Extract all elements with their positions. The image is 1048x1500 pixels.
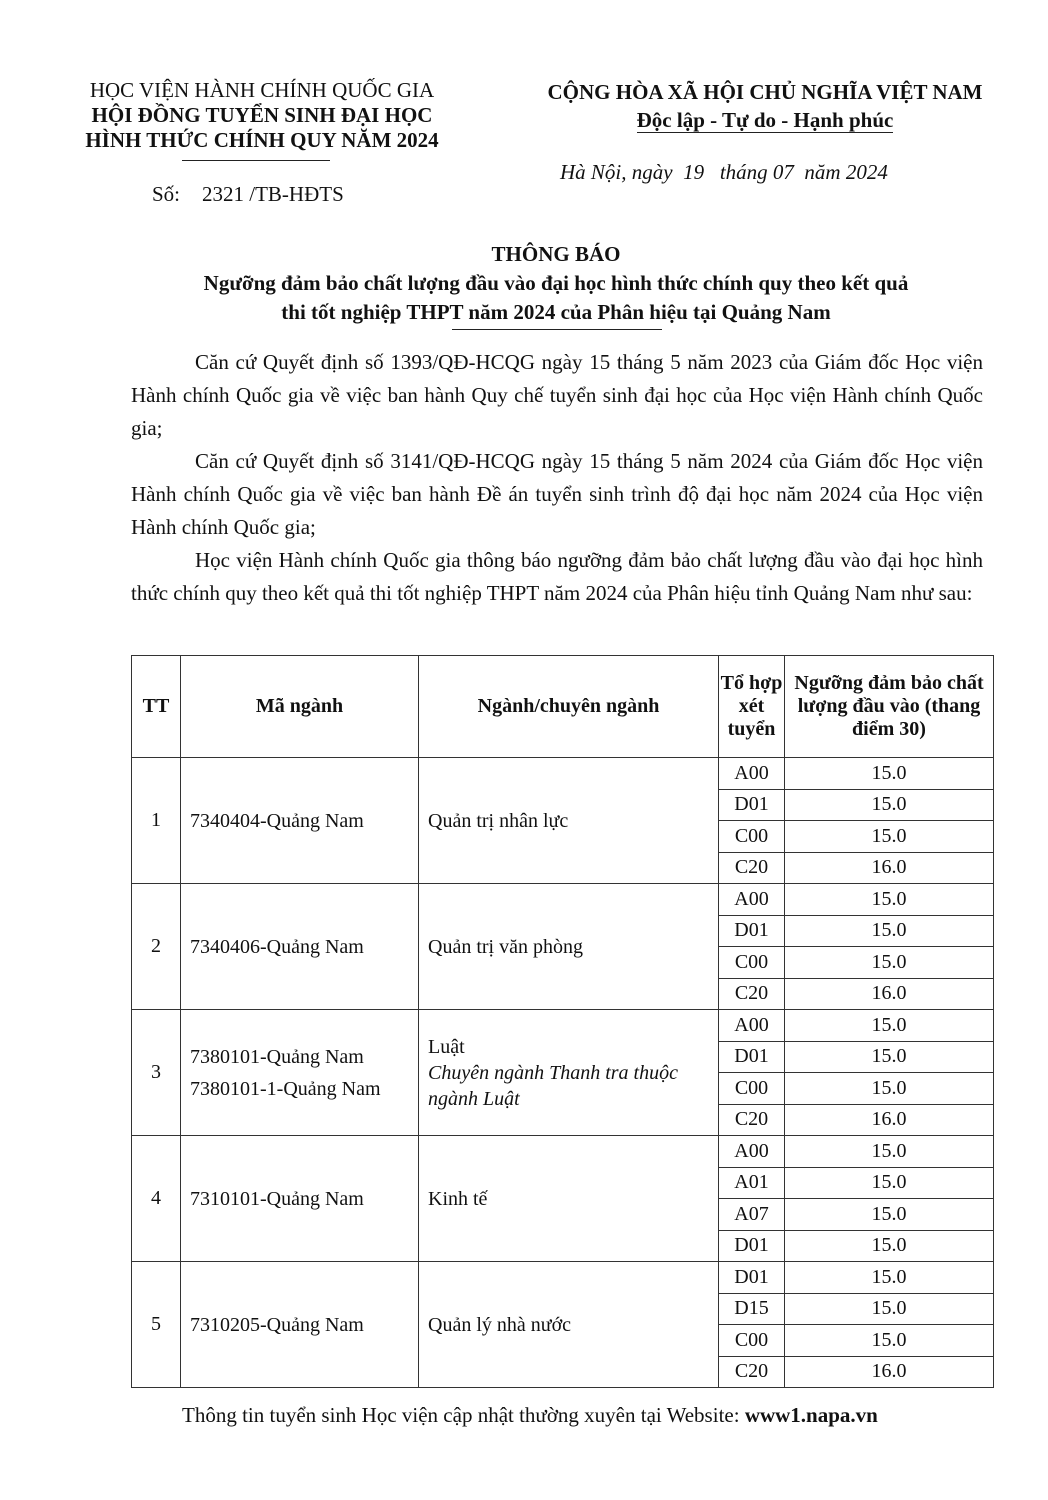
document-number-label: Số:	[152, 182, 181, 206]
document-number	[152, 182, 344, 207]
table-header-row	[132, 656, 994, 758]
major-cell	[419, 1010, 719, 1136]
footer-note	[182, 1403, 878, 1428]
major-cell	[419, 884, 719, 1010]
dateline-day: 19	[683, 160, 705, 184]
subject-combination: A00	[719, 884, 785, 916]
paragraph-text: Học viện Hành chính Quốc gia thông báo ngưỡng đảm bảo chất lượng đầu vào đại học hình thức chính quy theo kết quả thi tốt nghiệp THPT năm 2024 của Phân hiệu tỉnh Quảng Nam như sau:	[131, 548, 983, 605]
subject-combination: D01	[719, 789, 785, 821]
national-motto: Độc lập - Tự do - Hạnh phúc	[636, 108, 894, 132]
dateline-month-label: tháng	[719, 160, 768, 184]
row-number: 4	[132, 1136, 181, 1262]
major-code-cell	[181, 1136, 419, 1262]
subject-combination: C00	[719, 821, 785, 853]
major-cell	[419, 1136, 719, 1262]
major-code: 7340406-Quảng Nam	[190, 935, 364, 958]
title-underline	[452, 329, 662, 330]
subject-combination: C20	[719, 978, 785, 1010]
threshold-score: 15.0	[785, 884, 994, 916]
major-cell	[419, 1262, 719, 1388]
paragraph-text: Căn cứ Quyết định số 1393/QĐ-HCQG ngày 15 tháng 5 năm 2023 của Giám đốc Học viện Hành chính Quốc gia về việc ban hành Quy chế tuyển sinh đại học của Học viện Hành chính Quốc gia;	[131, 350, 983, 440]
threshold-table	[131, 655, 994, 1388]
header-left-underline	[182, 160, 330, 161]
table-row	[132, 884, 994, 916]
title-heading: THÔNG BÁO	[491, 242, 621, 266]
major-code-cell	[181, 1010, 419, 1136]
paragraph-announcement	[131, 544, 983, 610]
paragraph-legal-basis-1	[131, 346, 983, 445]
dateline-year: năm 2024	[804, 160, 888, 184]
row-number: 1	[132, 758, 181, 884]
dateline	[560, 160, 888, 185]
title-subject-line2: thi tốt nghiệp THPT năm 2024 của Phân hiệu tại Quảng Nam	[281, 300, 831, 324]
threshold-score: 15.0	[785, 1010, 994, 1042]
subject-combination: A01	[719, 1167, 785, 1199]
threshold-score: 15.0	[785, 1073, 994, 1105]
major-code-cell	[181, 884, 419, 1010]
major-code: 7380101-Quảng Nam	[190, 1045, 364, 1068]
subject-combination: D01	[719, 915, 785, 947]
threshold-score: 15.0	[785, 821, 994, 853]
title-subject-line1: Ngưỡng đảm bảo chất lượng đầu vào đại học hình thức chính quy theo kết quả	[203, 271, 909, 295]
website-link[interactable]: www1.napa.vn	[744, 1403, 878, 1427]
header-tt: TT	[132, 656, 181, 758]
subject-combination: C00	[719, 1073, 785, 1105]
dateline-month: 07	[772, 160, 794, 184]
row-number: 3	[132, 1010, 181, 1136]
subject-combination: A00	[719, 758, 785, 790]
threshold-score: 15.0	[785, 1262, 994, 1294]
threshold-score: 15.0	[785, 1199, 994, 1231]
header-major-code: Mã ngành	[181, 656, 419, 758]
threshold-score: 16.0	[785, 1104, 994, 1136]
major-code-cell	[181, 758, 419, 884]
country-name: CỘNG HÒA XÃ HỘI CHỦ NGHĨA VIỆT NAM	[547, 80, 983, 104]
major-code: 7310101-Quảng Nam	[190, 1187, 364, 1210]
table-row	[132, 1262, 994, 1294]
threshold-score: 15.0	[785, 947, 994, 979]
paragraph-text: Căn cứ Quyết định số 3141/QĐ-HCQG ngày 15 tháng 5 năm 2024 của Giám đốc Học viện Hành chính Quốc gia về việc ban hành Đề án tuyển sinh trình độ đại học năm 2024 của Học viện Hành chính Quốc gia;	[131, 449, 983, 539]
document-number-value: 2321 /TB-HĐTS	[202, 182, 344, 206]
subject-combination: C20	[719, 852, 785, 884]
subject-combination: D15	[719, 1293, 785, 1325]
threshold-score: 15.0	[785, 915, 994, 947]
major-name: Quản lý nhà nước	[428, 1313, 572, 1336]
threshold-score: 15.0	[785, 1167, 994, 1199]
subject-combination: A00	[719, 1010, 785, 1042]
subject-combination: D01	[719, 1262, 785, 1294]
header-subject-combination: Tổ hợp xét tuyển	[719, 656, 785, 758]
dateline-place: Hà Nội, ngày	[560, 160, 673, 184]
document-title	[0, 240, 1048, 327]
threshold-score: 15.0	[785, 1041, 994, 1073]
academy-name: HỌC VIỆN HÀNH CHÍNH QUỐC GIA	[89, 78, 435, 102]
major-code: 7380101-1-Quảng Nam	[190, 1077, 381, 1100]
footer-text: Thông tin tuyển sinh Học viện cập nhật thường xuyên tại Website:	[182, 1403, 740, 1427]
threshold-score: 15.0	[785, 1136, 994, 1168]
major-name: Kinh tế	[428, 1187, 488, 1210]
subject-combination: D01	[719, 1041, 785, 1073]
threshold-score: 16.0	[785, 978, 994, 1010]
paragraph-legal-basis-2	[131, 445, 983, 544]
subject-combination: C20	[719, 1356, 785, 1388]
threshold-score: 15.0	[785, 1293, 994, 1325]
major-name: Luật	[428, 1035, 465, 1058]
threshold-score: 16.0	[785, 852, 994, 884]
major-name: Quản trị văn phòng	[428, 935, 583, 958]
major-code: 7340404-Quảng Nam	[190, 809, 364, 832]
subject-combination: C00	[719, 1325, 785, 1357]
table-row	[132, 758, 994, 790]
threshold-score: 15.0	[785, 758, 994, 790]
major-name: Quản trị nhân lực	[428, 809, 569, 832]
subject-combination: C00	[719, 947, 785, 979]
table-row	[132, 1010, 994, 1042]
subject-combination: A00	[719, 1136, 785, 1168]
council-name: HỘI ĐỒNG TUYỂN SINH ĐẠI HỌC	[91, 103, 433, 127]
major-code: 7310205-Quảng Nam	[190, 1313, 364, 1336]
major-code-cell	[181, 1262, 419, 1388]
threshold-score: 15.0	[785, 789, 994, 821]
table-row	[132, 1136, 994, 1168]
threshold-score: 16.0	[785, 1356, 994, 1388]
national-header	[520, 78, 1010, 134]
subject-combination: A07	[719, 1199, 785, 1231]
header-major: Ngành/chuyên ngành	[419, 656, 719, 758]
subject-combination: D01	[719, 1230, 785, 1262]
issuing-organization	[62, 78, 462, 153]
header-threshold: Ngưỡng đảm bảo chất lượng đầu vào (thang điểm 30)	[785, 656, 994, 758]
row-number: 5	[132, 1262, 181, 1388]
major-specialization: Chuyên ngành Thanh tra thuộc ngành Luật	[428, 1061, 678, 1110]
row-number: 2	[132, 884, 181, 1010]
major-cell	[419, 758, 719, 884]
threshold-score: 15.0	[785, 1230, 994, 1262]
threshold-score: 15.0	[785, 1325, 994, 1357]
subject-combination: C20	[719, 1104, 785, 1136]
council-scope: HÌNH THỨC CHÍNH QUY NĂM 2024	[85, 128, 439, 152]
